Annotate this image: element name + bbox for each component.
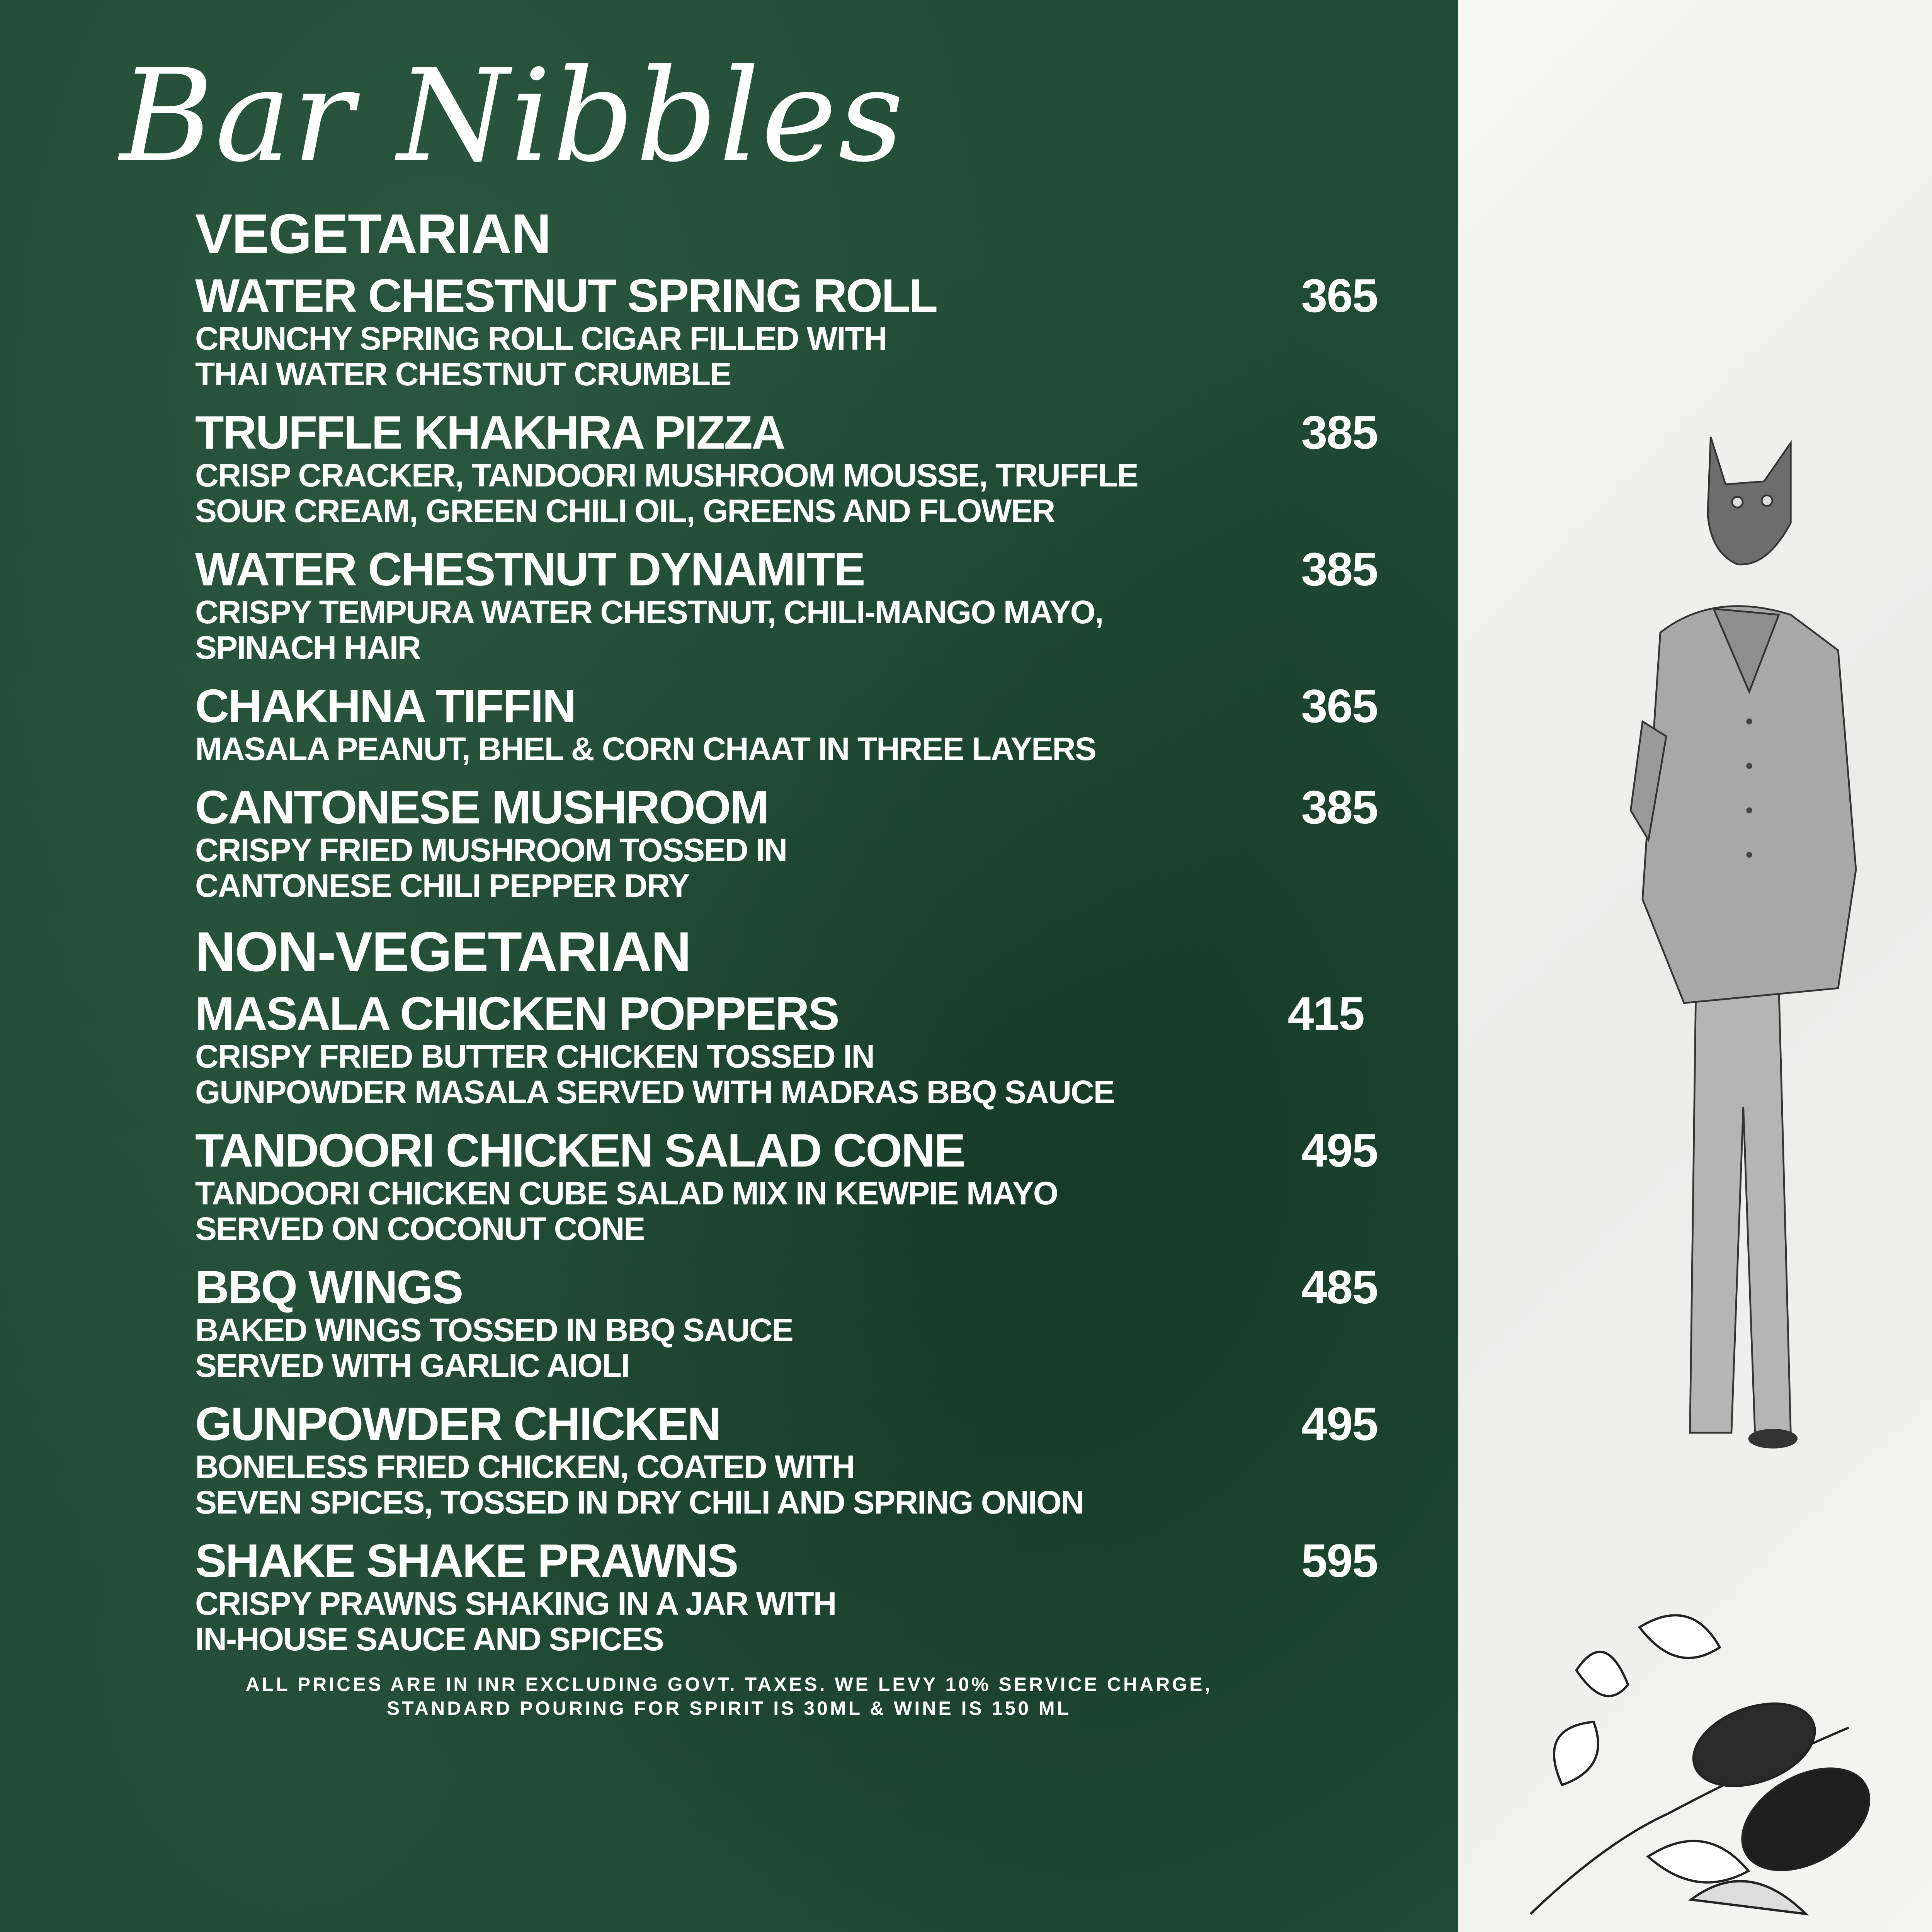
item-description: CRISPY PRAWNS SHAKING IN A JAR WITH IN-HOUSE SAUCE AND SPICES: [195, 1585, 836, 1657]
item-description: TANDOORI CHICKEN CUBE SALAD MIX IN KEWPIE MAYO SERVED ON COCONUT CONE: [195, 1175, 1058, 1247]
item-price: 385: [1301, 781, 1378, 833]
item-description: BONELESS FRIED CHICKEN, COATED WITH SEVEN SPICES, TOSSED IN DRY CHILI AND SPRING ONION: [195, 1449, 1084, 1520]
botanical-illustration: [1458, 1584, 1932, 1932]
item-price: 415: [1287, 987, 1364, 1040]
item-name: WATER CHESTNUT SPRING ROLL: [195, 269, 937, 322]
footer-note: [0, 1672, 1458, 1720]
item-description: BAKED WINGS TOSSED IN BBQ SAUCE SERVED WITH GARLIC AIOLI: [195, 1312, 793, 1384]
item-description: CRISPY FRIED MUSHROOM TOSSED IN CANTONESE CHILI PEPPER DRY: [195, 832, 787, 904]
menu-item: [195, 1125, 1378, 1247]
item-name: WATER CHESTNUT DYNAMITE: [195, 543, 864, 595]
menu-title: Bar Nibbles: [120, 42, 905, 190]
menu-item: [195, 1399, 1378, 1520]
item-description: MASALA PEANUT, BHEL & CORN CHAAT IN THREE LAYERS: [195, 731, 1096, 767]
item-name: CHAKHNA TIFFIN: [195, 680, 575, 732]
footer-line-1: ALL PRICES ARE IN INR EXCLUDING GOVT. TAXES. WE LEVY 10% SERVICE CHARGE,: [245, 1673, 1213, 1695]
menu-item: [195, 544, 1378, 665]
cat-figure-illustration: [1584, 425, 1932, 1468]
item-price: 365: [1301, 269, 1378, 322]
footer-line-2: STANDARD POURING FOR SPIRIT IS 30ML & WINE IS 150 ML: [386, 1697, 1071, 1719]
menu-item: [195, 681, 1378, 767]
item-name: GUNPOWDER CHICKEN: [195, 1398, 720, 1450]
item-name: SHAKE SHAKE PRAWNS: [195, 1534, 738, 1587]
item-name: MASALA CHICKEN POPPERS: [195, 987, 838, 1040]
menu-item: [195, 1536, 1378, 1657]
menu-item: [195, 1262, 1378, 1383]
item-description: CRISP CRACKER, TANDOORI MUSHROOM MOUSSE, TRUFFLE SOUR CREAM, GREEN CHILI OIL, GREENS AND FLOWER: [195, 457, 1138, 529]
item-price: 485: [1301, 1261, 1378, 1313]
section-heading-vegetarian: VEGETARIAN: [195, 202, 551, 265]
item-price: 385: [1301, 543, 1378, 595]
menu-item: [195, 407, 1378, 529]
item-price: 595: [1301, 1534, 1378, 1587]
item-description: CRISPY FRIED BUTTER CHICKEN TOSSED IN GUNPOWDER MASALA SERVED WITH MADRAS BBQ SAUCE: [195, 1038, 1114, 1110]
item-name: BBQ WINGS: [195, 1261, 463, 1313]
item-price: 495: [1301, 1398, 1378, 1450]
item-name: TRUFFLE KHAKHRA PIZZA: [195, 406, 785, 459]
item-price: 365: [1301, 680, 1378, 732]
item-price: 495: [1301, 1124, 1378, 1177]
item-description: CRUNCHY SPRING ROLL CIGAR FILLED WITH THAI WATER CHESTNUT CRUMBLE: [195, 320, 887, 392]
menu-item: [195, 270, 1378, 392]
menu-item: [195, 782, 1378, 903]
item-name: TANDOORI CHICKEN SALAD CONE: [195, 1124, 964, 1177]
item-price: 385: [1301, 406, 1378, 459]
menu-item: [195, 988, 1378, 1110]
item-name: CANTONESE MUSHROOM: [195, 781, 768, 833]
section-heading-non-vegetarian: NON-VEGETARIAN: [195, 920, 691, 983]
item-description: CRISPY TEMPURA WATER CHESTNUT, CHILI-MANGO MAYO, SPINACH HAIR: [195, 594, 1103, 666]
paper-background: [1458, 0, 1932, 1932]
